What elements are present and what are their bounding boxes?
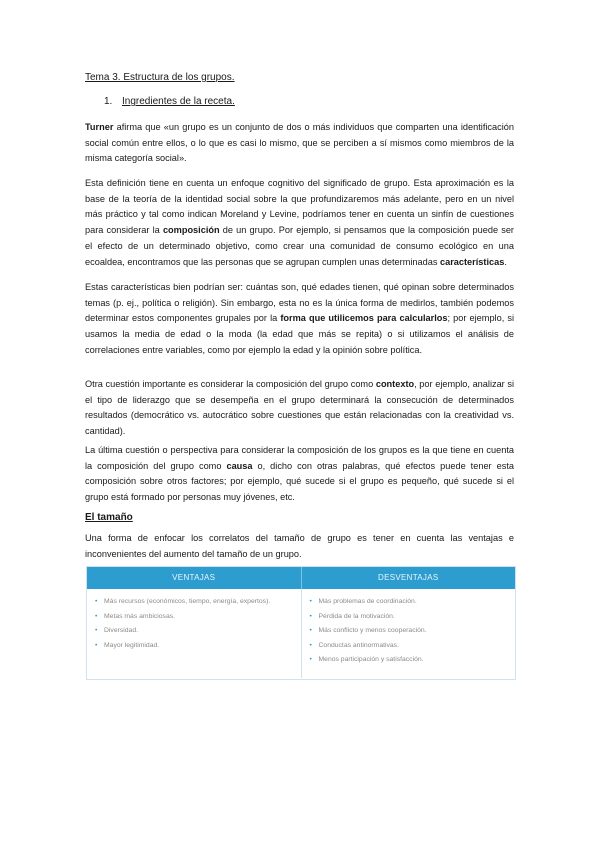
section-title: El tamaño <box>85 512 133 523</box>
paragraph-5 <box>85 443 514 506</box>
subtitle-number: 1. <box>104 96 113 107</box>
ventajas-column <box>87 589 302 678</box>
advantages-table <box>86 566 516 680</box>
bold-term: causa <box>226 460 253 471</box>
list-item: • Más recursos (económicos, tiempo, energía, expertos). <box>95 597 291 608</box>
list-item: • Mayor legitimidad. <box>95 641 291 652</box>
bold-term: composición <box>162 225 220 236</box>
page-title: Tema 3. Estructura de los grupos. <box>85 72 235 83</box>
desventajas-column <box>302 589 516 678</box>
header-desventajas: DESVENTAJAS <box>378 573 439 582</box>
paragraph-2 <box>85 176 514 270</box>
list-item: • Metas más ambiciosas. <box>95 612 291 623</box>
paragraph-text: La última cuestión o perspectiva para considerar la composición de los grupos es la que tiene en cuenta la composición del grupo como <box>85 445 514 471</box>
bold-term: forma que utilicemos para calcularlos <box>280 313 448 324</box>
paragraph-4 <box>85 377 514 440</box>
subtitle <box>104 96 235 107</box>
table-body <box>87 589 515 678</box>
bold-term: características <box>439 256 505 267</box>
paragraph-6: Una forma de enfocar los correlatos del tamaño de grupo es tener en cuenta las ventajas e inconvenientes del aumento del tamaño de un grupo. <box>85 533 514 559</box>
paragraph-text: Otra cuestión importante es considerar la composición del grupo como <box>85 379 376 389</box>
table-header <box>87 567 515 589</box>
paragraph-text: afirma que «un grupo es un conjunto de dos o más individuos que comparten una identificación social común entre ellos, o lo que es casi lo mismo, que se perciben a sí mismos como miembros de la misma categoría social». <box>85 122 514 164</box>
header-ventajas: VENTAJAS <box>87 567 302 589</box>
paragraph-text: , por ejemplo, analizar si el tipo de liderazgo que se desempeña en el grupo determinará la consecución de determinados resultados (democrático vs. autocrático sobre cuestiones que están relacionadas con la creatividad vs. cantidad). <box>85 379 515 437</box>
ventajas-list <box>95 597 291 651</box>
bold-term: contexto <box>375 379 415 389</box>
list-item: • Conductas antinormativas. <box>310 641 506 652</box>
paragraph-text: de un grupo. Por ejemplo, si pensamos que la composición puede ser el efecto de un determinado objetivo, como crear una comunidad de consumo ecológico en una ecoaldea, encontramos que las personas que se agrupan cumplen unas determinadas <box>85 225 514 267</box>
list-item: • Diversidad. <box>95 626 291 637</box>
list-item: • Más conflicto y menos cooperación. <box>310 626 506 637</box>
paragraph-text: . <box>504 256 507 267</box>
paragraph-text: ; por ejemplo, si usamos la media de edad o la moda (la edad que más se repita) o si utilizamos el análisis de correlaciones entre variables, como por ejemplo la edad y la opinión sobre política. <box>85 313 514 355</box>
list-item: • Más problemas de coordinación. <box>310 597 506 608</box>
bold-term: Turner <box>85 122 114 132</box>
subtitle-text: Ingredientes de la receta. <box>122 96 235 107</box>
paragraph-text: o, dicho con otras palabras, qué efectos puede tener esta composición sobre otros factores; por ejemplo, qué sucede si el grupo es pequeño, qué sucede si el grupo está formado por personas muy jóvenes, etc. <box>85 460 514 503</box>
desventajas-list <box>310 597 506 666</box>
list-item: • Pérdida de la motivación. <box>310 612 506 623</box>
paragraph-text: Estas características bien podrían ser: cuántas son, qué edades tienen, qué opinan sobre determinados temas (p. ej., política o religión). Sin embargo, esta no es la única forma de medirlos, también podemos determinar estos componentes grupales por la <box>85 282 514 324</box>
paragraph-1 <box>85 120 514 167</box>
paragraph-3 <box>85 280 514 359</box>
paragraph-text: Esta definición tiene en cuenta un enfoque cognitivo del significado de grupo. Esta aproximación es la base de la teoría de la identidad social sobre la que profundizaremos más adelante, pero en un nivel más práctico y tal como indican Moreland y Levine, podríamos tener en cuenta un sinfín de cuestiones para considerar la <box>85 178 514 236</box>
list-item: • Menos participación y satisfacción. <box>310 655 506 666</box>
